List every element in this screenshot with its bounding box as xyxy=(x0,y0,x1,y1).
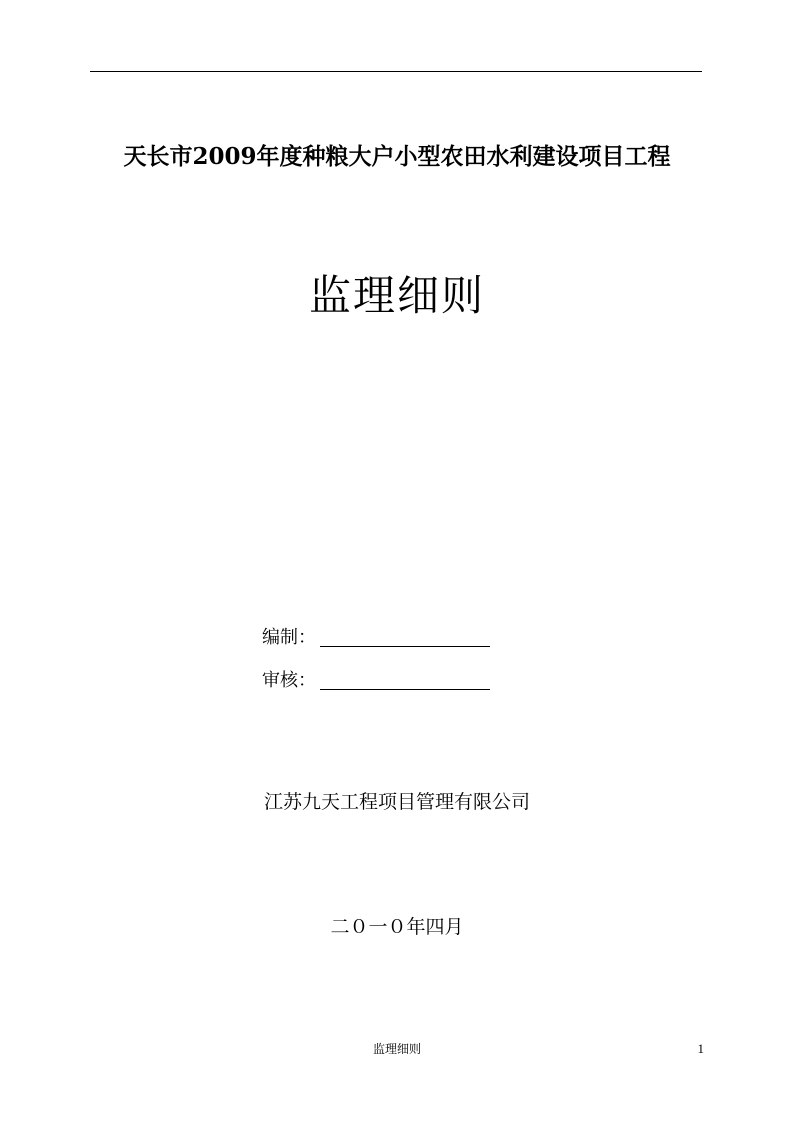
compile-label: 编制： xyxy=(262,627,316,648)
project-title: 天长市2009年度种粮大户小型农田水利建设项目工程 xyxy=(123,143,671,170)
company-name: 江苏九天工程项目管理有限公司 xyxy=(263,791,530,813)
review-signature-line xyxy=(320,689,490,690)
compile-signature-row xyxy=(262,624,490,650)
document-date: 二０一０年四月 xyxy=(330,916,464,938)
review-label: 审核： xyxy=(262,670,316,691)
page-number: 1 xyxy=(697,1041,704,1056)
compile-signature-line xyxy=(320,646,490,647)
footer-title: 监理细则 xyxy=(372,1042,421,1056)
document-title: 监理细则 xyxy=(308,271,485,320)
review-signature-row xyxy=(262,667,490,693)
header-rule xyxy=(90,71,702,72)
